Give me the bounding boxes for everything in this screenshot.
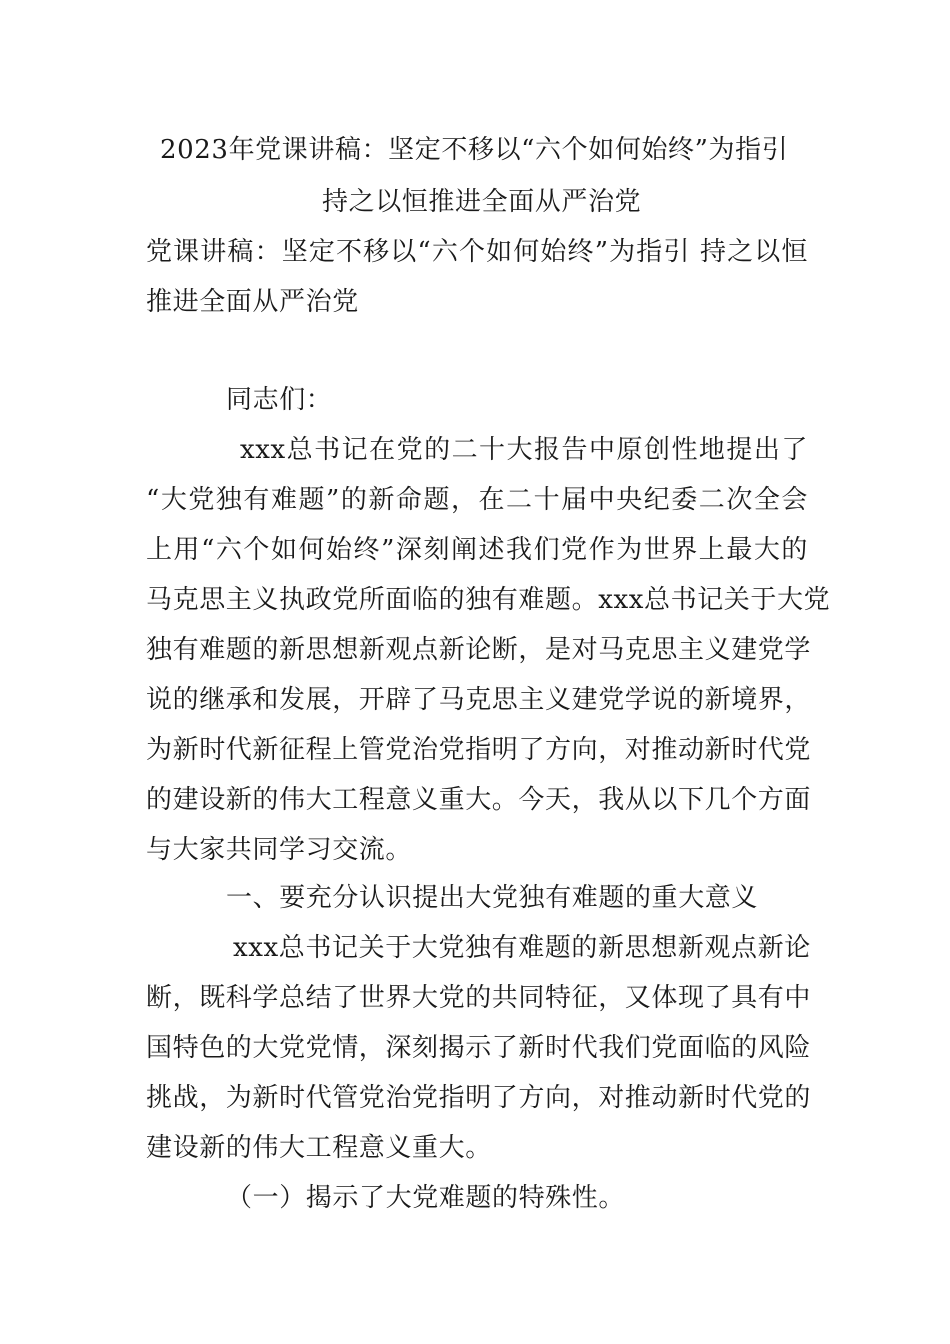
paragraph-2-line: 挑战，为新时代管党治党指明了方向，对推动新时代党的: [146, 1083, 812, 1113]
subtitle-line-1: 党课讲稿：坚定不移以“六个如何始终”为指引 持之以恒: [146, 237, 808, 267]
paragraph-1-line: 马克思主义执政党所面临的独有难题。xxx总书记关于大党: [146, 585, 831, 615]
paragraph-1-line: 说的继承和发展，开辟了马克思主义建党学说的新境界，: [146, 685, 812, 715]
paragraph-2-line: 断，既科学总结了世界大党的共同特征，又体现了具有中: [146, 983, 812, 1013]
document-title-line-1: 2023年党课讲稿：坚定不移以“六个如何始终”为指引: [160, 135, 789, 165]
subtitle-line-2: 推进全面从严治党: [146, 287, 359, 317]
section-heading-1: 一、要充分认识提出大党独有难题的重大意义: [226, 883, 759, 913]
paragraph-1-line: xxx总书记在党的二十大报告中原创性地提出了: [240, 435, 808, 465]
paragraph-1-line: 独有难题的新思想新观点新论断，是对马克思主义建党学: [146, 635, 812, 665]
paragraph-2-line: 建设新的伟大工程意义重大。: [146, 1133, 492, 1163]
paragraph-1-line: 与大家共同学习交流。: [146, 835, 413, 865]
paragraph-1-line: 为新时代新征程上管党治党指明了方向，对推动新时代党: [146, 735, 812, 765]
paragraph-1-line: 的建设新的伟大工程意义重大。今天，我从以下几个方面: [146, 785, 812, 815]
paragraph-1-line: “大党独有难题”的新命题，在二十届中央纪委二次全会: [146, 485, 808, 515]
document-title-line-2: 持之以恒推进全面从严治党: [322, 187, 642, 217]
paragraph-1-line: 上用“六个如何始终”深刻阐述我们党作为世界上最大的: [146, 535, 808, 565]
paragraph-2-line: 国特色的大党党情，深刻揭示了新时代我们党面临的风险: [146, 1033, 812, 1063]
subsection-heading-1: （一）揭示了大党难题的特殊性。: [226, 1183, 626, 1213]
paragraph-2-line: xxx总书记关于大党独有难题的新思想新观点新论: [233, 933, 811, 963]
salutation: 同志们：: [226, 385, 333, 415]
